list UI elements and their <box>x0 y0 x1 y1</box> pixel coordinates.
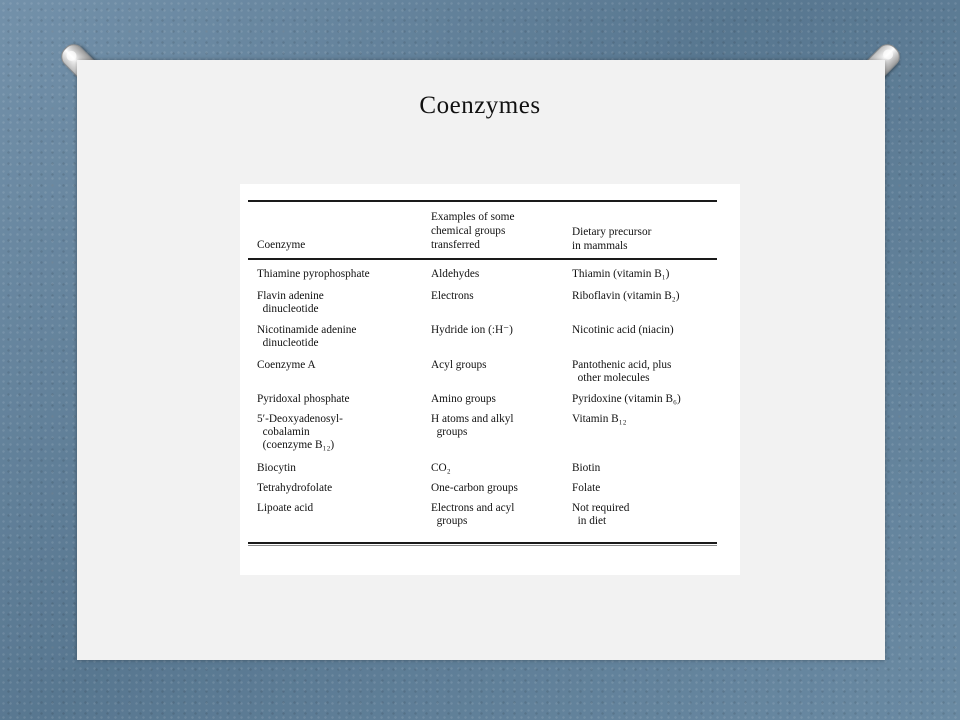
table-top-rule <box>248 200 717 202</box>
row-precursor: Riboflavin (vitamin B₂) <box>572 290 680 302</box>
header-col2-line3: transferred <box>431 239 480 251</box>
header-col1: Coenzyme <box>257 239 306 251</box>
row-coenzyme: Biocytin <box>257 462 296 474</box>
table-header-rule <box>248 258 717 260</box>
row-coenzyme: Flavin adenine dinucleotide <box>257 290 324 315</box>
header-col2-line1: Examples of some <box>431 211 515 223</box>
row-group: H atoms and alkyl groups <box>431 413 514 438</box>
slide-title: Coenzymes <box>419 92 541 119</box>
row-coenzyme: Nicotinamide adenine dinucleotide <box>257 324 357 349</box>
row-precursor: Thiamin (vitamin B₁) <box>572 268 670 280</box>
row-precursor: Not required in diet <box>572 502 630 527</box>
coenzyme-table <box>240 184 740 575</box>
row-group: Amino groups <box>431 393 496 405</box>
row-precursor: Pyridoxine (vitamin B₆) <box>572 393 681 405</box>
table-bottom-rule-2 <box>248 545 717 546</box>
header-col2-line2: chemical groups <box>431 225 506 237</box>
row-precursor: Biotin <box>572 462 601 474</box>
row-group: One-carbon groups <box>431 482 518 494</box>
row-group: Electrons <box>431 290 474 302</box>
row-precursor: Folate <box>572 482 601 494</box>
header-col3-line2: in mammals <box>572 240 628 252</box>
row-group: Acyl groups <box>431 359 487 371</box>
header-col3-line1: Dietary precursor <box>572 226 652 238</box>
row-coenzyme: Tetrahydrofolate <box>257 482 333 494</box>
row-coenzyme: Thiamine pyrophosphate <box>257 268 370 280</box>
row-precursor: Pantothenic acid, plus other molecules <box>572 359 672 384</box>
row-group: Electrons and acyl groups <box>431 502 515 527</box>
row-precursor: Vitamin B₁₂ <box>572 413 627 425</box>
row-precursor: Nicotinic acid (niacin) <box>572 324 674 336</box>
row-group: CO₂ <box>431 462 451 474</box>
row-group: Hydride ion (:H⁻) <box>431 324 513 336</box>
row-coenzyme: Pyridoxal phosphate <box>257 393 350 405</box>
row-coenzyme: Coenzyme A <box>257 359 316 371</box>
row-coenzyme: 5′-Deoxyadenosyl- cobalamin (coenzyme B₁₂) <box>257 413 343 451</box>
row-coenzyme: Lipoate acid <box>257 502 314 514</box>
row-group: Aldehydes <box>431 268 480 280</box>
table-bottom-rule <box>248 542 717 544</box>
